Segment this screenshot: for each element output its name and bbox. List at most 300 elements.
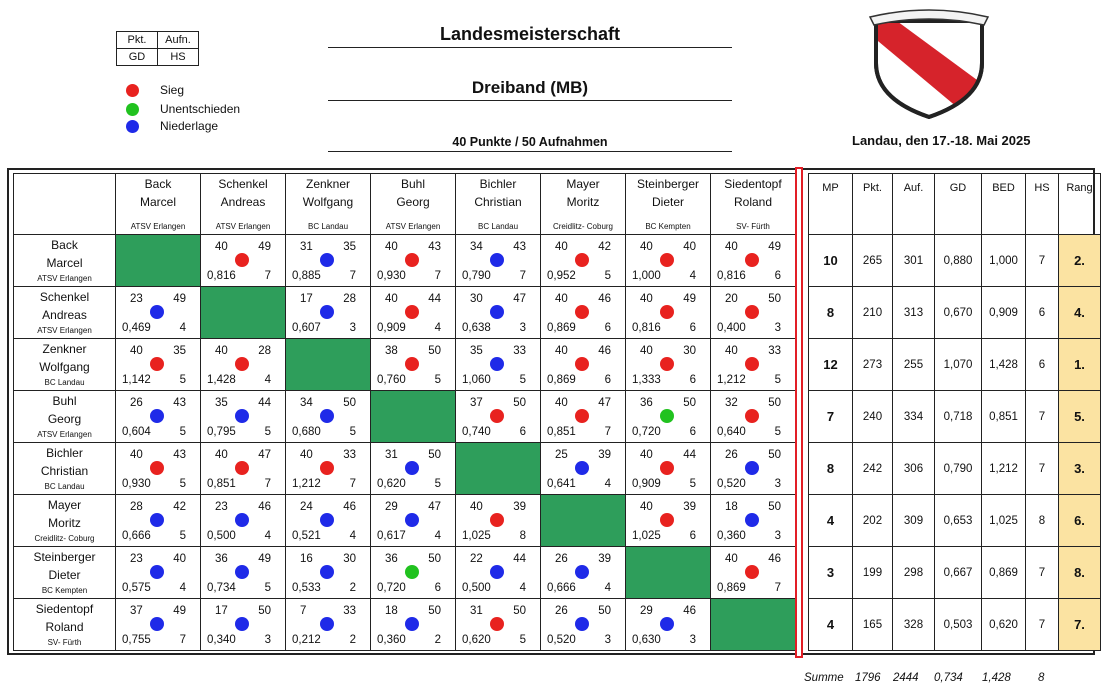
game-cell (456, 391, 541, 443)
result-loss-icon (490, 357, 504, 371)
column-player-name (201, 176, 285, 211)
column-last-name: Georg (396, 194, 430, 209)
column-header (371, 174, 456, 235)
row-header (14, 391, 116, 443)
title-rule (328, 47, 732, 48)
game-cell (456, 547, 541, 599)
row-club: BC Landau (44, 482, 85, 491)
game-cell (456, 339, 541, 391)
game-innings: 49 (683, 293, 696, 305)
row-last-name: Andreas (42, 307, 87, 322)
game-innings: 49 (173, 293, 186, 305)
game-cell (116, 495, 201, 547)
result-win-icon (745, 305, 759, 319)
game-average: 0,521 (292, 530, 321, 542)
game-high-run: 5 (519, 374, 526, 386)
result-loss-icon (405, 513, 419, 527)
game-average: 0,795 (207, 426, 236, 438)
game-average: 0,720 (377, 582, 406, 594)
column-header (456, 174, 541, 235)
stat-pkt: 210 (853, 287, 893, 339)
rank-cell: 5. (1059, 391, 1101, 443)
result-loss-icon (660, 617, 674, 631)
result-win-icon (405, 253, 419, 267)
result-win-icon (405, 305, 419, 319)
game-average: 0,760 (377, 374, 406, 386)
row-first-name: Back (51, 238, 78, 252)
win-dot-icon (126, 84, 139, 97)
game-high-run: 6 (604, 374, 611, 386)
game-points: 40 (640, 241, 653, 253)
game-high-run: 4 (179, 582, 186, 594)
discipline-title: Dreiband (MB) (471, 78, 589, 97)
game-innings: 50 (343, 397, 356, 409)
game-cell (456, 287, 541, 339)
stat-pkt: 240 (853, 391, 893, 443)
game-innings: 50 (258, 605, 271, 617)
game-cell (541, 287, 626, 339)
game-innings: 43 (173, 397, 186, 409)
row-last-name: Moritz (48, 515, 81, 530)
game-cell (371, 495, 456, 547)
game-average: 1,000 (632, 270, 661, 282)
result-loss-icon (745, 513, 759, 527)
stat-hs: 8 (1026, 495, 1059, 547)
game-innings: 33 (343, 605, 356, 617)
mode-title: 40 Punkte / 50 Aufnahmen (452, 135, 608, 149)
game-high-run: 7 (179, 634, 186, 646)
row-first-name: Buhl (52, 394, 77, 408)
key-pkt: Pkt. (117, 32, 158, 49)
game-innings: 44 (258, 397, 271, 409)
results-grid (13, 173, 1101, 651)
game-average: 1,428 (207, 374, 236, 386)
result-win-icon (575, 305, 589, 319)
result-draw-icon (405, 565, 419, 579)
stat-gd: 1,070 (935, 339, 982, 391)
result-win-icon (660, 513, 674, 527)
game-points: 40 (215, 241, 228, 253)
result-loss-icon (150, 409, 164, 423)
game-high-run: 6 (604, 322, 611, 334)
column-club: Creidlitz- Coburg (552, 222, 614, 231)
stat-pkt: 165 (853, 599, 893, 651)
game-average: 0,909 (377, 322, 406, 334)
column-player-name (626, 176, 710, 211)
game-average: 0,930 (377, 270, 406, 282)
game-innings: 50 (683, 397, 696, 409)
game-average: 0,666 (547, 582, 576, 594)
result-win-icon (490, 409, 504, 423)
result-loss-icon (490, 565, 504, 579)
row-player-name (14, 237, 115, 272)
game-average: 1,060 (462, 374, 491, 386)
result-loss-icon (320, 617, 334, 631)
stat-header: Rang (1059, 174, 1101, 235)
game-points: 23 (130, 293, 143, 305)
column-club: ATSV Erlangen (215, 222, 271, 231)
game-high-run: 3 (264, 634, 271, 646)
row-last-name: Christian (40, 463, 89, 478)
game-cell (711, 391, 796, 443)
game-high-run: 6 (689, 426, 696, 438)
row-last-name: Roland (45, 619, 84, 634)
game-high-run: 3 (689, 634, 696, 646)
column-club: ATSV Erlangen (385, 222, 441, 231)
game-average: 0,638 (462, 322, 491, 334)
column-player-name (116, 176, 200, 211)
game-average: 0,720 (632, 426, 661, 438)
game-innings: 49 (768, 241, 781, 253)
stat-pkt: 202 (853, 495, 893, 547)
game-innings: 50 (513, 605, 526, 617)
summary-label: Summe (804, 672, 844, 684)
stat-mp: 8 (809, 287, 853, 339)
stat-hs: 6 (1026, 339, 1059, 391)
game-high-run: 6 (689, 374, 696, 386)
self-match-cell (626, 547, 711, 599)
stat-header: GD (935, 174, 982, 235)
row-player-name (14, 445, 115, 480)
stat-auf: 334 (893, 391, 935, 443)
game-high-run: 7 (519, 270, 526, 282)
player-row (14, 443, 1101, 495)
column-last-name: Marcel (139, 194, 176, 209)
game-innings: 44 (513, 553, 526, 565)
game-innings: 39 (598, 553, 611, 565)
column-header (201, 174, 286, 235)
game-cell (541, 391, 626, 443)
self-match-cell (541, 495, 626, 547)
game-cell (711, 339, 796, 391)
column-last-name: Wolfgang (302, 194, 354, 209)
stat-auf: 309 (893, 495, 935, 547)
game-high-run: 4 (689, 270, 696, 282)
game-points: 35 (215, 397, 228, 409)
game-innings: 46 (343, 501, 356, 513)
game-innings: 43 (428, 241, 441, 253)
loss-dot-icon (126, 120, 139, 133)
club-crest-logo (866, 3, 992, 119)
row-club: ATSV Erlangen (37, 430, 92, 439)
game-cell (286, 443, 371, 495)
game-points: 23 (130, 553, 143, 565)
game-points: 23 (215, 501, 228, 513)
row-club: BC Kempten (41, 586, 88, 595)
game-points: 24 (300, 501, 313, 513)
game-points: 40 (725, 241, 738, 253)
rank-cell: 8. (1059, 547, 1101, 599)
discipline-rule (328, 100, 732, 101)
self-match-cell (286, 339, 371, 391)
game-cell (371, 339, 456, 391)
result-loss-icon (235, 565, 249, 579)
stats-divider (795, 167, 803, 658)
row-club: Creidlitz- Coburg (34, 534, 95, 543)
game-average: 0,680 (292, 426, 321, 438)
result-draw-icon (660, 409, 674, 423)
game-innings: 46 (683, 605, 696, 617)
column-header (711, 174, 796, 235)
result-win-icon (150, 357, 164, 371)
game-cell (286, 391, 371, 443)
column-club: BC Kempten (645, 222, 691, 231)
game-points: 36 (385, 553, 398, 565)
column-first-name: Siedentopf (724, 177, 782, 191)
game-high-run: 4 (604, 478, 611, 490)
stat-header: MP (809, 174, 853, 235)
game-high-run: 5 (689, 478, 696, 490)
stat-header: Pkt. (853, 174, 893, 235)
corner-cell (14, 174, 116, 235)
rank-cell: 2. (1059, 235, 1101, 287)
game-cell (711, 235, 796, 287)
game-points: 26 (555, 605, 568, 617)
game-innings: 40 (683, 241, 696, 253)
game-innings: 47 (513, 293, 526, 305)
game-cell (371, 235, 456, 287)
result-win-icon (660, 357, 674, 371)
row-first-name: Schenkel (39, 290, 90, 304)
game-high-run: 5 (434, 374, 441, 386)
game-innings: 39 (513, 501, 526, 513)
game-high-run: 3 (774, 530, 781, 542)
game-average: 0,755 (122, 634, 151, 646)
stat-gd: 0,670 (935, 287, 982, 339)
player-row (14, 599, 1101, 651)
game-points: 16 (300, 553, 313, 565)
column-club: BC Landau (477, 222, 519, 231)
game-average: 0,620 (377, 478, 406, 490)
game-innings: 49 (258, 553, 271, 565)
stat-auf: 306 (893, 443, 935, 495)
game-cell (626, 339, 711, 391)
game-high-run: 5 (519, 634, 526, 646)
game-cell (116, 547, 201, 599)
game-average: 0,869 (547, 374, 576, 386)
result-win-icon (745, 357, 759, 371)
stat-auf: 313 (893, 287, 935, 339)
result-win-icon (745, 565, 759, 579)
header-row (14, 174, 1101, 235)
game-high-run: 5 (264, 582, 271, 594)
game-high-run: 4 (264, 530, 271, 542)
game-points: 40 (725, 553, 738, 565)
result-loss-icon (320, 565, 334, 579)
stat-auf: 301 (893, 235, 935, 287)
row-player-name (14, 497, 115, 532)
game-points: 22 (470, 553, 483, 565)
stat-auf: 328 (893, 599, 935, 651)
rank-cell: 6. (1059, 495, 1101, 547)
game-innings: 43 (173, 449, 186, 461)
game-average: 0,400 (717, 322, 746, 334)
self-match-cell (116, 235, 201, 287)
game-high-run: 7 (264, 270, 271, 282)
game-high-run: 2 (349, 582, 356, 594)
game-cell (371, 443, 456, 495)
key-table (116, 31, 199, 66)
game-innings: 49 (258, 241, 271, 253)
game-points: 40 (385, 293, 398, 305)
row-header (14, 235, 116, 287)
column-club: SV- Fürth (736, 222, 770, 231)
column-player-name (371, 176, 455, 211)
game-high-run: 7 (349, 270, 356, 282)
game-high-run: 4 (349, 530, 356, 542)
game-points: 40 (215, 345, 228, 357)
game-points: 31 (470, 605, 483, 617)
game-average: 0,930 (122, 478, 151, 490)
game-cell (626, 391, 711, 443)
stat-bed: 1,428 (982, 339, 1026, 391)
game-high-run: 7 (434, 270, 441, 282)
stat-pkt: 242 (853, 443, 893, 495)
column-first-name: Bichler (479, 177, 517, 191)
event-date: Landau, den 17.-18. Mai 2025 (852, 133, 1031, 148)
game-average: 0,816 (717, 270, 746, 282)
column-last-name: Dieter (651, 194, 684, 209)
summary-auf: 2444 (893, 672, 919, 684)
stat-bed: 0,620 (982, 599, 1026, 651)
game-average: 1,025 (462, 530, 491, 542)
row-header (14, 599, 116, 651)
game-innings: 35 (173, 345, 186, 357)
stat-auf: 298 (893, 547, 935, 599)
game-innings: 42 (173, 501, 186, 513)
row-club: ATSV Erlangen (37, 326, 92, 335)
game-cell (286, 287, 371, 339)
game-innings: 39 (683, 501, 696, 513)
column-last-name: Christian (474, 194, 522, 209)
stat-mp: 4 (809, 495, 853, 547)
game-innings: 50 (768, 449, 781, 461)
game-high-run: 4 (519, 582, 526, 594)
game-innings: 47 (598, 397, 611, 409)
game-high-run: 5 (179, 426, 186, 438)
result-loss-icon (150, 617, 164, 631)
game-high-run: 4 (604, 582, 611, 594)
game-cell (541, 599, 626, 651)
game-innings: 50 (428, 605, 441, 617)
summary-gd: 0,734 (934, 672, 963, 684)
result-win-icon (235, 357, 249, 371)
game-cell (541, 547, 626, 599)
column-club: BC Landau (307, 222, 349, 231)
game-innings: 39 (598, 449, 611, 461)
stat-hs: 7 (1026, 235, 1059, 287)
game-points: 40 (640, 345, 653, 357)
result-loss-icon (320, 253, 334, 267)
game-innings: 33 (513, 345, 526, 357)
game-cell (116, 391, 201, 443)
stat-mp: 10 (809, 235, 853, 287)
column-first-name: Schenkel (218, 177, 268, 191)
row-first-name: Zenkner (42, 342, 87, 356)
game-high-run: 5 (179, 374, 186, 386)
game-average: 0,641 (547, 478, 576, 490)
column-first-name: Zenkner (305, 177, 351, 191)
result-win-icon (320, 461, 334, 475)
game-points: 29 (385, 501, 398, 513)
game-average: 0,851 (547, 426, 576, 438)
game-points: 40 (555, 345, 568, 357)
game-high-run: 3 (519, 322, 526, 334)
game-innings: 47 (428, 501, 441, 513)
key-gd: GD (117, 49, 158, 66)
self-match-cell (456, 443, 541, 495)
stat-gd: 0,667 (935, 547, 982, 599)
game-points: 40 (300, 449, 313, 461)
column-player-name (286, 176, 370, 211)
result-loss-icon (235, 409, 249, 423)
game-high-run: 4 (179, 322, 186, 334)
stat-mp: 3 (809, 547, 853, 599)
row-header (14, 547, 116, 599)
game-points: 40 (385, 241, 398, 253)
game-cell (201, 495, 286, 547)
key-hs: HS (158, 49, 199, 66)
game-innings: 49 (173, 605, 186, 617)
game-average: 0,340 (207, 634, 236, 646)
game-innings: 44 (683, 449, 696, 461)
game-points: 40 (130, 449, 143, 461)
game-innings: 33 (768, 345, 781, 357)
column-first-name: Back (144, 177, 172, 191)
result-loss-icon (150, 305, 164, 319)
summary-bed: 1,428 (982, 672, 1011, 684)
game-average: 0,909 (632, 478, 661, 490)
row-club: BC Landau (44, 378, 85, 387)
game-cell (201, 599, 286, 651)
row-player-name (14, 549, 115, 584)
game-average: 1,142 (122, 374, 151, 386)
game-innings: 40 (173, 553, 186, 565)
game-cell (456, 599, 541, 651)
game-cell (286, 547, 371, 599)
column-first-name: Mayer (566, 177, 600, 191)
result-win-icon (575, 357, 589, 371)
result-win-icon (575, 409, 589, 423)
game-average: 0,790 (462, 270, 491, 282)
result-loss-icon (320, 305, 334, 319)
stat-mp: 8 (809, 443, 853, 495)
game-high-run: 4 (434, 530, 441, 542)
game-innings: 28 (258, 345, 271, 357)
game-average: 1,025 (632, 530, 661, 542)
game-average: 0,500 (462, 582, 491, 594)
game-average: 1,212 (717, 374, 746, 386)
legend-label: Sieg (160, 83, 185, 97)
game-high-run: 5 (179, 478, 186, 490)
game-cell (201, 547, 286, 599)
player-row (14, 339, 1101, 391)
game-points: 40 (640, 293, 653, 305)
game-innings: 35 (343, 241, 356, 253)
game-average: 0,869 (547, 322, 576, 334)
stat-pkt: 265 (853, 235, 893, 287)
game-high-run: 4 (434, 322, 441, 334)
game-average: 0,212 (292, 634, 321, 646)
result-win-icon (745, 409, 759, 423)
game-high-run: 5 (179, 530, 186, 542)
game-points: 18 (725, 501, 738, 513)
game-points: 20 (725, 293, 738, 305)
game-high-run: 2 (349, 634, 356, 646)
game-points: 40 (215, 449, 228, 461)
game-cell (286, 599, 371, 651)
self-match-cell (371, 391, 456, 443)
